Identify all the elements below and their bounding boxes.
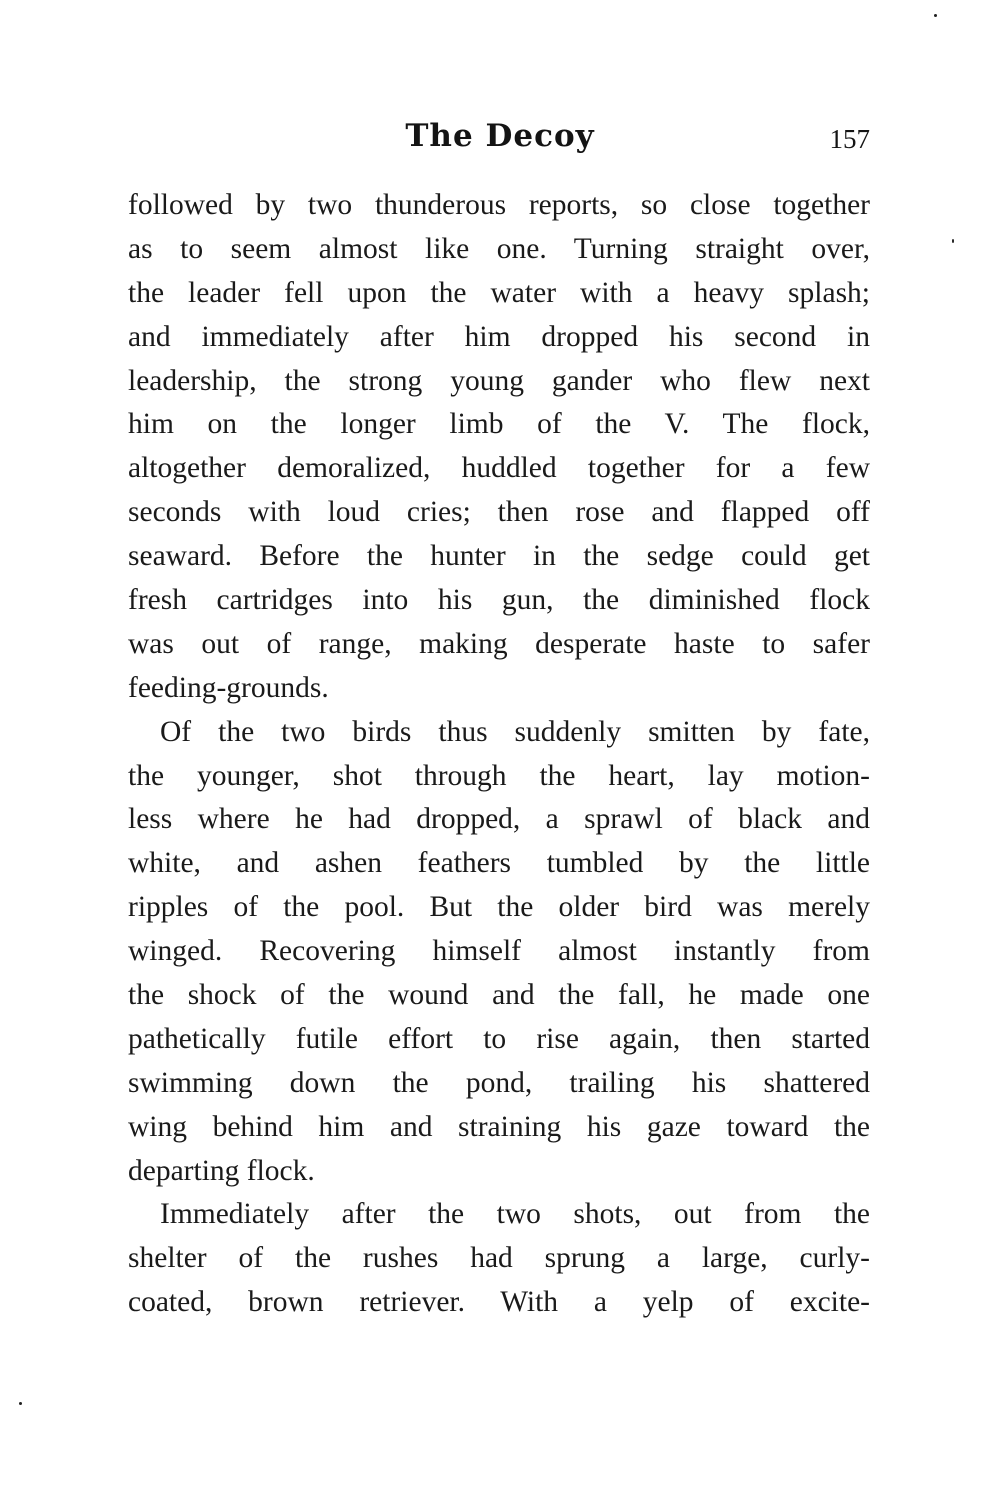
text-line: Immediately after the two shots, out from the — [160, 1198, 870, 1231]
scan-speck — [934, 14, 937, 17]
text-line: less where he had dropped, a sprawl of black and — [128, 803, 870, 836]
text-line: coated, brown retriever. With a yelp of excite- — [128, 1286, 870, 1319]
text-line: him on the longer limb of the V. The flock, — [128, 408, 870, 441]
page-number: 157 — [829, 124, 870, 154]
text-line: fresh cartridges into his gun, the diminished flock — [128, 584, 870, 617]
text-line: the younger, shot through the heart, lay motion- — [128, 759, 870, 792]
text-line: swimming down the pond, trailing his shattered — [128, 1066, 870, 1099]
text-line: the shock of the wound and the fall, he made one — [128, 979, 870, 1012]
text-line: altogether demoralized, huddled together for a few — [128, 452, 870, 485]
scan-speck — [952, 239, 954, 243]
text-line: departing flock. — [128, 1154, 315, 1187]
text-line: and immediately after him dropped his second in — [128, 320, 870, 353]
body-text — [128, 184, 870, 1325]
text-line: was out of range, making desperate haste to safer — [128, 627, 870, 660]
text-line: seconds with loud cries; then rose and flapped off — [128, 496, 870, 529]
running-title: The Decoy — [405, 118, 595, 154]
text-line: shelter of the rushes had sprung a large, curly- — [128, 1242, 870, 1275]
text-line: winged. Recovering himself almost instantly from — [128, 935, 870, 968]
text-line: pathetically futile effort to rise again, then started — [128, 1022, 870, 1055]
scan-speck — [19, 1402, 22, 1405]
text-line: Of the two birds thus suddenly smitten by fate, — [160, 715, 870, 748]
text-line: feeding-grounds. — [128, 671, 329, 704]
text-line: leadership, the strong young gander who flew next — [128, 364, 870, 397]
text-line: ripples of the pool. But the older bird was merely — [128, 891, 870, 924]
text-line: wing behind him and straining his gaze toward the — [128, 1110, 870, 1143]
text-line: as to seem almost like one. Turning straight over, — [128, 232, 870, 265]
text-line: the leader fell upon the water with a heavy splash; — [128, 276, 870, 309]
running-head — [0, 118, 1000, 162]
text-line: followed by two thunderous reports, so close together — [128, 189, 870, 221]
text-line: white, and ashen feathers tumbled by the little — [128, 847, 870, 880]
text-line: seaward. Before the hunter in the sedge could get — [128, 540, 870, 573]
